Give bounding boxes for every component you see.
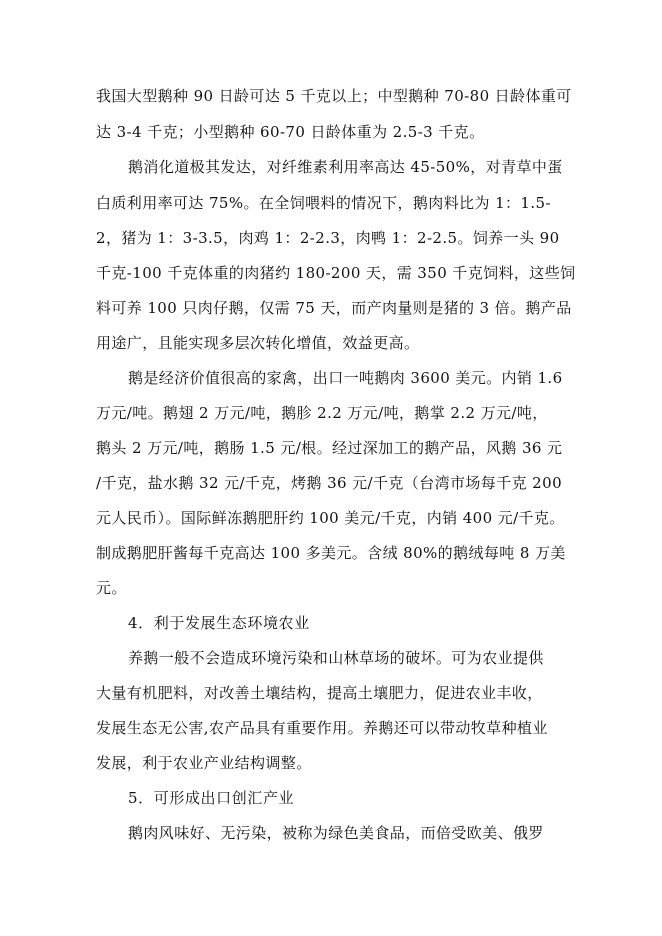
text-line-20: 发展，利于农业产业结构调整。 [96,754,312,772]
text-line-19: 发展生态无公害,农产品具有重要作用。养鹅还可以带动牧草种植业 [96,719,548,737]
text-line-1: 我国大型鹅种 90 日龄可达 5 千克以上；中型鹅种 70-80 日龄体重可 [96,87,572,105]
section-heading-4: 4．利于发展生态环境农业 [128,614,310,632]
text-line-13: 元人民币）。国际鲜冻鹅肥肝约 100 美元/千克，内销 400 元/千克。 [96,509,565,527]
text-line-22: 鹅肉风味好、无污染，被称为绿色美食品，而倍受欧美、俄罗 [128,824,544,842]
text-line-7: 料可养 100 只肉仔鹅，仅需 75 天，而产肉量则是猪的 3 倍。鹅产品 [96,299,572,317]
section-heading-5: 5．可形成出口创汇产业 [128,789,295,807]
text-line-6: 千克-100 千克体重的肉猪约 180-200 天，需 350 千克饲料，这些饲 [96,264,576,282]
text-line-4: 白质利用率可达 75%。在全饲喂料的情况下，鹅肉料比为 1：1.5- [96,194,551,212]
text-line-17: 养鹅一般不会造成环境污染和山林草场的破坏。可为农业提供 [128,649,544,667]
text-line-15: 元。 [96,579,127,597]
text-line-10: 万元/吨。鹅翅 2 万元/吨，鹅胗 2.2 万元/吨，鹅掌 2.2 万元/吨， [96,404,548,422]
text-line-12: /千克，盐水鹅 32 元/千克，烤鹅 36 元/千克（台湾市场每千克 200 [96,474,563,492]
text-line-2: 达 3-4 千克；小型鹅种 60-70 日龄体重为 2.5-3 千克。 [96,123,485,141]
text-line-3: 鹅消化道极其发达，对纤维素利用率高达 45-50%，对青草中蛋 [128,158,563,176]
text-line-9: 鹅是经济价值很高的家禽，出口一吨鹅肉 3600 美元。内销 1.6 [128,369,563,387]
text-line-5: 2，猪为 1：3-3.5，肉鸡 1：2-2.3，肉鸭 1：2-2.5。饲养一头 90 [96,229,560,247]
text-line-14: 制成鹅肥肝酱每千克高达 100 多美元。含绒 80%的鹅绒每吨 8 万美 [96,544,566,562]
text-line-18: 大量有机肥料，对改善土壤结构，提高土壤肥力，促进农业丰收， [96,684,543,702]
text-line-8: 用途广，且能实现多层次转化增值，效益更高。 [96,334,420,352]
text-line-11: 鹅头 2 万元/吨，鹅肠 1.5 元/根。经过深加工的鹅产品，风鹅 36 元 [96,439,563,457]
